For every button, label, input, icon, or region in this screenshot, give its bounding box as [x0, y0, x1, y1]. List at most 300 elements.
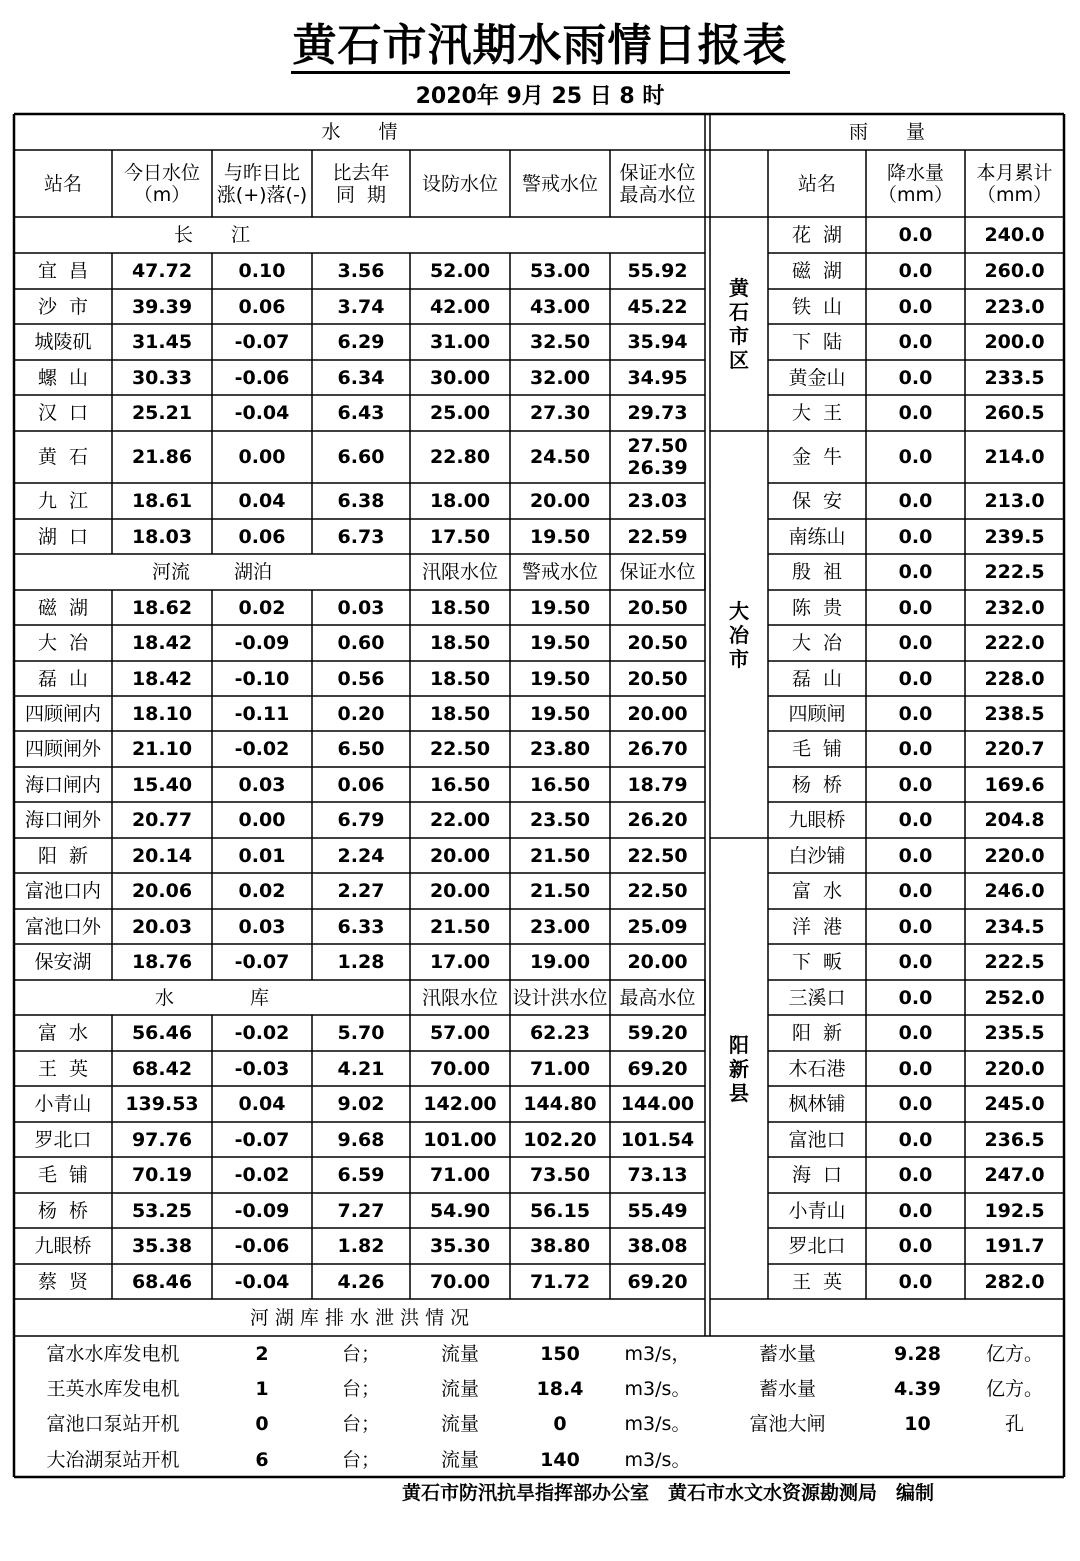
water-value: 0.06: [238, 525, 286, 548]
discharge-value: 6: [255, 1448, 269, 1471]
water-value: 20.00: [429, 880, 491, 902]
water-value: 144.80: [523, 1093, 597, 1115]
water-value: 30.00: [429, 366, 491, 389]
rain-value: 260.5: [984, 402, 1045, 424]
water-value: 27.50 26.39: [627, 435, 688, 479]
water-value: 3.56: [337, 260, 385, 282]
rain-station-name: 南练山: [788, 525, 846, 548]
station-name: 阳 新: [37, 844, 89, 867]
station-name: 九 江: [37, 490, 89, 512]
water-value: 6.33: [337, 915, 385, 938]
water-value: 42.00: [429, 295, 491, 318]
rain-station-name: 磁 湖: [791, 260, 843, 282]
discharge-value: 流量: [440, 1413, 479, 1435]
station-name: 毛 铺: [37, 1164, 89, 1186]
rain-value: 260.0: [984, 260, 1045, 282]
station-name: 湖 口: [37, 525, 89, 548]
water-value: -0.07: [234, 951, 290, 973]
rain-value: 282.0: [984, 1270, 1045, 1293]
rain-value: 0.0: [898, 1093, 933, 1115]
water-value: 18.62: [131, 596, 193, 619]
rain-station-name: 陈 贵: [791, 596, 843, 619]
rain-value: 200.0: [984, 331, 1045, 353]
rain-value: 0.0: [898, 331, 933, 353]
water-value: 19.00: [529, 951, 591, 973]
rain-station-name: 海 口: [791, 1164, 843, 1186]
rain-value: 214.0: [984, 446, 1045, 468]
rain-col-header: 本月累计 （mm）: [976, 161, 1053, 206]
water-value: 1.28: [337, 951, 385, 973]
water-value: 18.00: [429, 490, 491, 512]
water-value: 27.30: [529, 402, 591, 424]
water-value: 31.00: [429, 331, 491, 353]
water-value: 57.00: [429, 1022, 491, 1044]
water-value: 26.20: [627, 809, 688, 831]
rain-value: 0.0: [898, 224, 933, 246]
rain-value: 239.5: [984, 525, 1045, 548]
rain-value: 0.0: [898, 1199, 933, 1222]
section-label: 河流 湖泊: [151, 561, 273, 583]
rain-value: 0.0: [898, 1164, 933, 1186]
water-value: 4.21: [337, 1057, 385, 1080]
discharge-value: 蓄水量: [758, 1377, 816, 1400]
water-value: 22.80: [429, 446, 491, 468]
rain-value: 0.0: [898, 667, 933, 690]
rain-value: 0.0: [898, 738, 933, 760]
station-name: 蔡 贤: [37, 1270, 89, 1293]
rain-station-name: 四顾闸: [788, 702, 846, 725]
rain-value: 0.0: [898, 844, 933, 867]
rain-value: 236.5: [984, 1128, 1045, 1151]
water-value: 0.60: [337, 632, 385, 654]
water-value: 39.39: [131, 295, 193, 318]
water-value: 0.10: [238, 260, 286, 282]
water-value: 2.27: [337, 880, 385, 902]
water-value: 70.00: [429, 1270, 491, 1293]
water-value: 18.79: [627, 773, 688, 796]
station-name: 富池口内: [24, 880, 101, 902]
water-value: 69.20: [627, 1270, 688, 1293]
water-value: 18.50: [429, 632, 491, 654]
water-value: 25.21: [131, 402, 193, 424]
rain-value: 220.7: [984, 738, 1045, 760]
water-value: 21.86: [131, 446, 193, 468]
water-value: -0.04: [234, 1270, 290, 1293]
rain-value: 0.0: [898, 596, 933, 619]
rain-station-name: 花 湖: [791, 224, 843, 246]
rain-value: 245.0: [984, 1093, 1045, 1115]
station-name: 海口闸内: [24, 773, 101, 796]
station-name: 城陵矶: [34, 331, 92, 353]
water-value: 19.50: [529, 596, 591, 619]
water-col-header: 设防水位: [421, 172, 498, 195]
water-value: 6.79: [337, 809, 385, 831]
water-value: 4.26: [337, 1270, 385, 1293]
water-value: 25.00: [429, 402, 491, 424]
water-value: 24.50: [529, 446, 591, 468]
discharge-value: 富池口泵站开机: [46, 1413, 180, 1435]
water-value: 22.50: [627, 844, 688, 867]
rain-value: 0.0: [898, 632, 933, 654]
station-name: 螺 山: [37, 366, 89, 389]
rain-station-name: 铁 山: [791, 295, 843, 318]
section-col-header: 汛限水位: [421, 561, 498, 583]
rain-value: 0.0: [898, 986, 933, 1009]
rain-value: 0.0: [898, 809, 933, 831]
discharge-value: 18.4: [536, 1377, 584, 1400]
station-name: 九眼桥: [34, 1235, 92, 1257]
water-value: 18.76: [131, 951, 193, 973]
water-value: 20.06: [131, 880, 193, 902]
rain-value: 233.5: [984, 366, 1045, 389]
water-value: -0.09: [234, 632, 290, 654]
water-value: 70.00: [429, 1057, 491, 1080]
discharge-value: 流量: [440, 1377, 479, 1400]
station-name: 宜 昌: [37, 260, 89, 282]
rain-value: 0.0: [898, 446, 933, 468]
water-value: 18.10: [131, 702, 193, 725]
water-value: 69.20: [627, 1057, 688, 1080]
water-col-header: 保证水位 最高水位: [619, 161, 696, 206]
water-value: 30.33: [131, 366, 193, 389]
rain-value: 0.0: [898, 702, 933, 725]
rain-value: 234.5: [984, 915, 1045, 938]
water-value: 43.00: [529, 295, 591, 318]
water-value: 20.50: [627, 596, 688, 619]
rain-value: 222.5: [984, 561, 1045, 583]
rain-value: 0.0: [898, 1270, 933, 1293]
water-value: -0.06: [234, 1235, 290, 1257]
discharge-value: 140: [540, 1448, 580, 1471]
water-value: 22.50: [429, 738, 491, 760]
station-name: 富 水: [37, 1022, 89, 1044]
water-value: 20.14: [131, 844, 193, 867]
water-value: 101.00: [423, 1128, 497, 1151]
water-value: 21.50: [529, 844, 591, 867]
water-value: -0.02: [234, 1022, 290, 1044]
report-title: 黄石市汛期水雨情日报表: [0, 18, 1080, 74]
discharge-value: 9.28: [894, 1342, 941, 1365]
water-value: 29.73: [627, 402, 688, 424]
rain-value: 238.5: [984, 702, 1045, 725]
water-value: 6.38: [337, 490, 385, 512]
water-value: 17.00: [429, 951, 491, 973]
rain-value: 222.0: [984, 632, 1045, 654]
rain-station-name: 富 水: [791, 880, 843, 902]
water-value: -0.07: [234, 1128, 290, 1151]
rain-station-name: 罗北口: [788, 1235, 846, 1257]
water-value: 3.74: [337, 295, 385, 318]
water-value: 55.49: [627, 1199, 688, 1222]
water-value: 19.50: [529, 702, 591, 725]
water-value: 53.00: [529, 260, 591, 282]
water-value: -0.10: [234, 667, 290, 690]
water-value: -0.07: [234, 331, 290, 353]
rain-station-name: 白沙铺: [788, 844, 846, 867]
discharge-value: m3/s，: [624, 1342, 691, 1365]
discharge-value: 10: [904, 1413, 931, 1435]
rain-station-name: 金 牛: [791, 446, 843, 468]
rain-value: 228.0: [984, 667, 1045, 690]
rain-value: 232.0: [984, 596, 1045, 619]
section-label: 水 库: [154, 986, 269, 1009]
station-name: 四顾闸外: [24, 738, 101, 760]
water-value: 34.95: [627, 366, 688, 389]
water-value: 5.70: [337, 1022, 385, 1044]
water-value: 19.50: [529, 667, 591, 690]
rain-value: 169.6: [984, 773, 1045, 796]
water-value: 18.42: [131, 667, 193, 690]
water-value: 20.00: [627, 702, 688, 725]
water-value: 35.30: [429, 1235, 491, 1257]
water-value: 20.50: [627, 632, 688, 654]
water-value: 22.50: [627, 880, 688, 902]
water-header: 水 情: [321, 121, 398, 143]
station-name: 磊 山: [37, 667, 89, 690]
water-value: 38.80: [529, 1235, 591, 1257]
rain-region-name: 阳 新 县: [729, 1032, 749, 1105]
rain-value: 0.0: [898, 1128, 933, 1151]
water-value: 20.77: [131, 809, 193, 831]
rain-value: 252.0: [984, 986, 1045, 1009]
station-name: 黄 石: [37, 446, 89, 468]
rain-station-name: 杨 桥: [791, 773, 843, 796]
water-value: 35.94: [627, 331, 688, 353]
water-value: 25.09: [627, 915, 688, 938]
water-value: 0.00: [238, 446, 286, 468]
water-value: 18.50: [429, 596, 491, 619]
water-value: 6.60: [337, 446, 385, 468]
station-name: 罗北口: [34, 1128, 92, 1151]
water-value: 71.72: [529, 1270, 591, 1293]
rain-station-name: 小青山: [788, 1199, 846, 1222]
water-value: 0.04: [238, 490, 286, 512]
rain-region-name: 大 冶 市: [729, 598, 749, 671]
water-value: 20.50: [627, 667, 688, 690]
water-value: 144.00: [620, 1093, 695, 1115]
rain-station-name: 黄金山: [788, 366, 846, 389]
water-value: 19.50: [529, 632, 591, 654]
rain-value: 191.7: [984, 1235, 1045, 1257]
rain-value: 0.0: [898, 773, 933, 796]
discharge-value: 流量: [440, 1448, 479, 1471]
section-col-header: 最高水位: [619, 986, 696, 1009]
rain-value: 0.0: [898, 1235, 933, 1257]
rain-value: 223.0: [984, 295, 1045, 318]
water-value: 97.76: [131, 1128, 193, 1151]
rain-value: 192.5: [984, 1199, 1045, 1222]
water-value: 6.59: [337, 1164, 385, 1186]
rain-value: 0.0: [898, 561, 933, 583]
water-col-header: 与昨日比 涨(+)落(-): [216, 161, 308, 206]
discharge-value: 台；: [341, 1377, 380, 1400]
rain-value: 246.0: [984, 880, 1045, 902]
water-value: 59.20: [627, 1022, 688, 1044]
station-name: 王 英: [37, 1057, 89, 1080]
station-name: 杨 桥: [37, 1199, 89, 1222]
water-value: 23.00: [529, 915, 591, 938]
rain-value: 220.0: [984, 1057, 1045, 1080]
water-value: 23.80: [529, 738, 591, 760]
rain-value: 222.5: [984, 951, 1045, 973]
section-col-header: 设计洪水位: [512, 986, 608, 1009]
rain-value: 204.8: [984, 809, 1045, 831]
discharge-value: 富池大闸: [749, 1413, 826, 1435]
rain-station-name: 大 冶: [791, 632, 843, 654]
rain-station-name: 枫林铺: [788, 1093, 846, 1115]
water-value: 0.02: [238, 880, 286, 902]
water-value: 6.50: [337, 738, 385, 760]
rain-value: 0.0: [898, 880, 933, 902]
rain-station-name: 三溪口: [788, 986, 846, 1009]
rain-station-name: 阳 新: [791, 1022, 843, 1044]
water-value: 1.82: [337, 1235, 385, 1257]
water-value: 15.40: [131, 773, 193, 796]
water-value: 142.00: [423, 1093, 497, 1115]
water-value: -0.03: [234, 1057, 290, 1080]
water-value: 56.15: [529, 1199, 591, 1222]
water-value: 20.00: [529, 490, 591, 512]
water-value: -0.04: [234, 402, 290, 424]
water-value: 53.25: [131, 1199, 193, 1222]
water-value: -0.02: [234, 1164, 290, 1186]
discharge-value: m3/s。: [624, 1448, 691, 1471]
station-name: 海口闸外: [24, 809, 101, 831]
water-col-header: 警戒水位: [521, 172, 598, 195]
water-value: 73.13: [627, 1164, 688, 1186]
rain-value: 0.0: [898, 402, 933, 424]
rain-header: 雨 量: [848, 121, 925, 143]
water-value: 0.02: [238, 596, 286, 619]
water-value: 0.03: [337, 596, 385, 619]
water-value: 20.00: [429, 844, 491, 867]
water-value: 31.45: [131, 331, 193, 353]
water-value: 19.50: [529, 525, 591, 548]
rain-value: 0.0: [898, 951, 933, 973]
water-value: 20.03: [131, 915, 193, 938]
water-value: -0.06: [234, 366, 290, 389]
water-value: 56.46: [131, 1022, 193, 1044]
rain-value: 240.0: [984, 224, 1045, 246]
station-name: 大 冶: [37, 632, 89, 654]
water-value: 0.06: [337, 773, 385, 796]
rain-station-name: 殷 祖: [791, 561, 843, 583]
discharge-value: 亿方。: [985, 1342, 1043, 1365]
discharge-value: 亿方。: [985, 1377, 1043, 1400]
water-value: 139.53: [125, 1093, 199, 1115]
rain-station-name: 保 安: [791, 490, 843, 512]
rain-value: 0.0: [898, 260, 933, 282]
rain-station-name: 木石港: [788, 1057, 846, 1080]
discharge-value: m3/s。: [624, 1377, 691, 1400]
water-value: 62.23: [529, 1022, 591, 1044]
water-value: 32.00: [529, 366, 591, 389]
water-value: 52.00: [429, 260, 491, 282]
water-value: 16.50: [529, 773, 591, 796]
water-value: 71.00: [429, 1164, 491, 1186]
water-value: 18.50: [429, 667, 491, 690]
water-value: 21.50: [529, 880, 591, 902]
discharge-value: 台；: [341, 1448, 380, 1471]
water-value: 70.19: [131, 1164, 193, 1186]
water-value: 102.20: [523, 1128, 597, 1151]
water-value: 2.24: [337, 844, 385, 867]
water-value: 32.50: [529, 331, 591, 353]
section-col-header: 警戒水位: [521, 561, 598, 583]
water-value: 17.50: [429, 525, 491, 548]
rain-value: 0.0: [898, 1022, 933, 1044]
rain-station-name: 富池口: [788, 1128, 846, 1151]
water-value: 6.43: [337, 402, 385, 424]
rain-value: 213.0: [984, 490, 1045, 512]
section-col-header: 汛限水位: [421, 986, 498, 1009]
station-name: 富池口外: [24, 915, 101, 938]
rain-value: 0.0: [898, 915, 933, 938]
station-name: 沙 市: [37, 295, 89, 318]
rain-station-name: 毛 铺: [791, 738, 843, 760]
water-value: 22.00: [429, 809, 491, 831]
discharge-value: 0: [255, 1413, 269, 1435]
water-value: 6.34: [337, 366, 385, 389]
report-date: 2020年 9月 25 日 8 时: [415, 84, 665, 109]
water-col-header: 今日水位 （m）: [123, 161, 200, 206]
rain-station-name: 王 英: [791, 1270, 843, 1293]
water-value: 16.50: [429, 773, 491, 796]
rain-value: 0.0: [898, 366, 933, 389]
station-name: 汉 口: [37, 402, 89, 424]
water-value: 21.10: [131, 738, 193, 760]
water-value: 0.03: [238, 773, 286, 796]
water-value: 47.72: [131, 260, 193, 282]
discharge-value: 台；: [341, 1413, 380, 1435]
water-value: -0.02: [234, 738, 290, 760]
water-value: -0.09: [234, 1199, 290, 1222]
section-label: 长 江: [173, 224, 250, 246]
water-col-header: 站名: [43, 172, 82, 195]
discharge-value: 大冶湖泵站开机: [46, 1448, 180, 1471]
rain-col-header: 站名: [797, 172, 836, 195]
water-value: 18.61: [131, 490, 193, 512]
water-value: 73.50: [529, 1164, 591, 1186]
water-value: 7.27: [337, 1199, 385, 1222]
rain-station-name: 洋 港: [791, 915, 843, 938]
water-value: 38.08: [627, 1235, 688, 1257]
water-value: 0.01: [238, 844, 286, 867]
water-value: 9.02: [337, 1093, 385, 1115]
station-name: 四顾闸内: [24, 702, 101, 725]
water-value: 22.59: [627, 525, 688, 548]
discharge-value: 1: [255, 1377, 269, 1400]
rain-station-name: 大 王: [791, 402, 843, 424]
water-value: 0.20: [337, 702, 385, 725]
water-value: 26.70: [627, 738, 688, 760]
water-value: 23.50: [529, 809, 591, 831]
discharge-value: 孔: [1004, 1413, 1024, 1435]
station-name: 保安湖: [34, 951, 92, 973]
water-value: 23.03: [627, 490, 688, 512]
rain-station-name: 下 陆: [791, 331, 843, 353]
water-col-header: 比去年 同 期: [332, 161, 390, 206]
water-value: 68.42: [131, 1057, 193, 1080]
discharge-value: 2: [255, 1342, 269, 1365]
rain-col-header: 降水量 （mm）: [877, 161, 954, 206]
water-value: 68.46: [131, 1270, 193, 1293]
water-value: -0.11: [234, 702, 290, 725]
water-value: 55.92: [627, 260, 688, 282]
rain-value: 235.5: [984, 1022, 1045, 1044]
water-value: 45.22: [627, 295, 688, 318]
rain-region-name: 黄 石 市 区: [729, 276, 749, 372]
